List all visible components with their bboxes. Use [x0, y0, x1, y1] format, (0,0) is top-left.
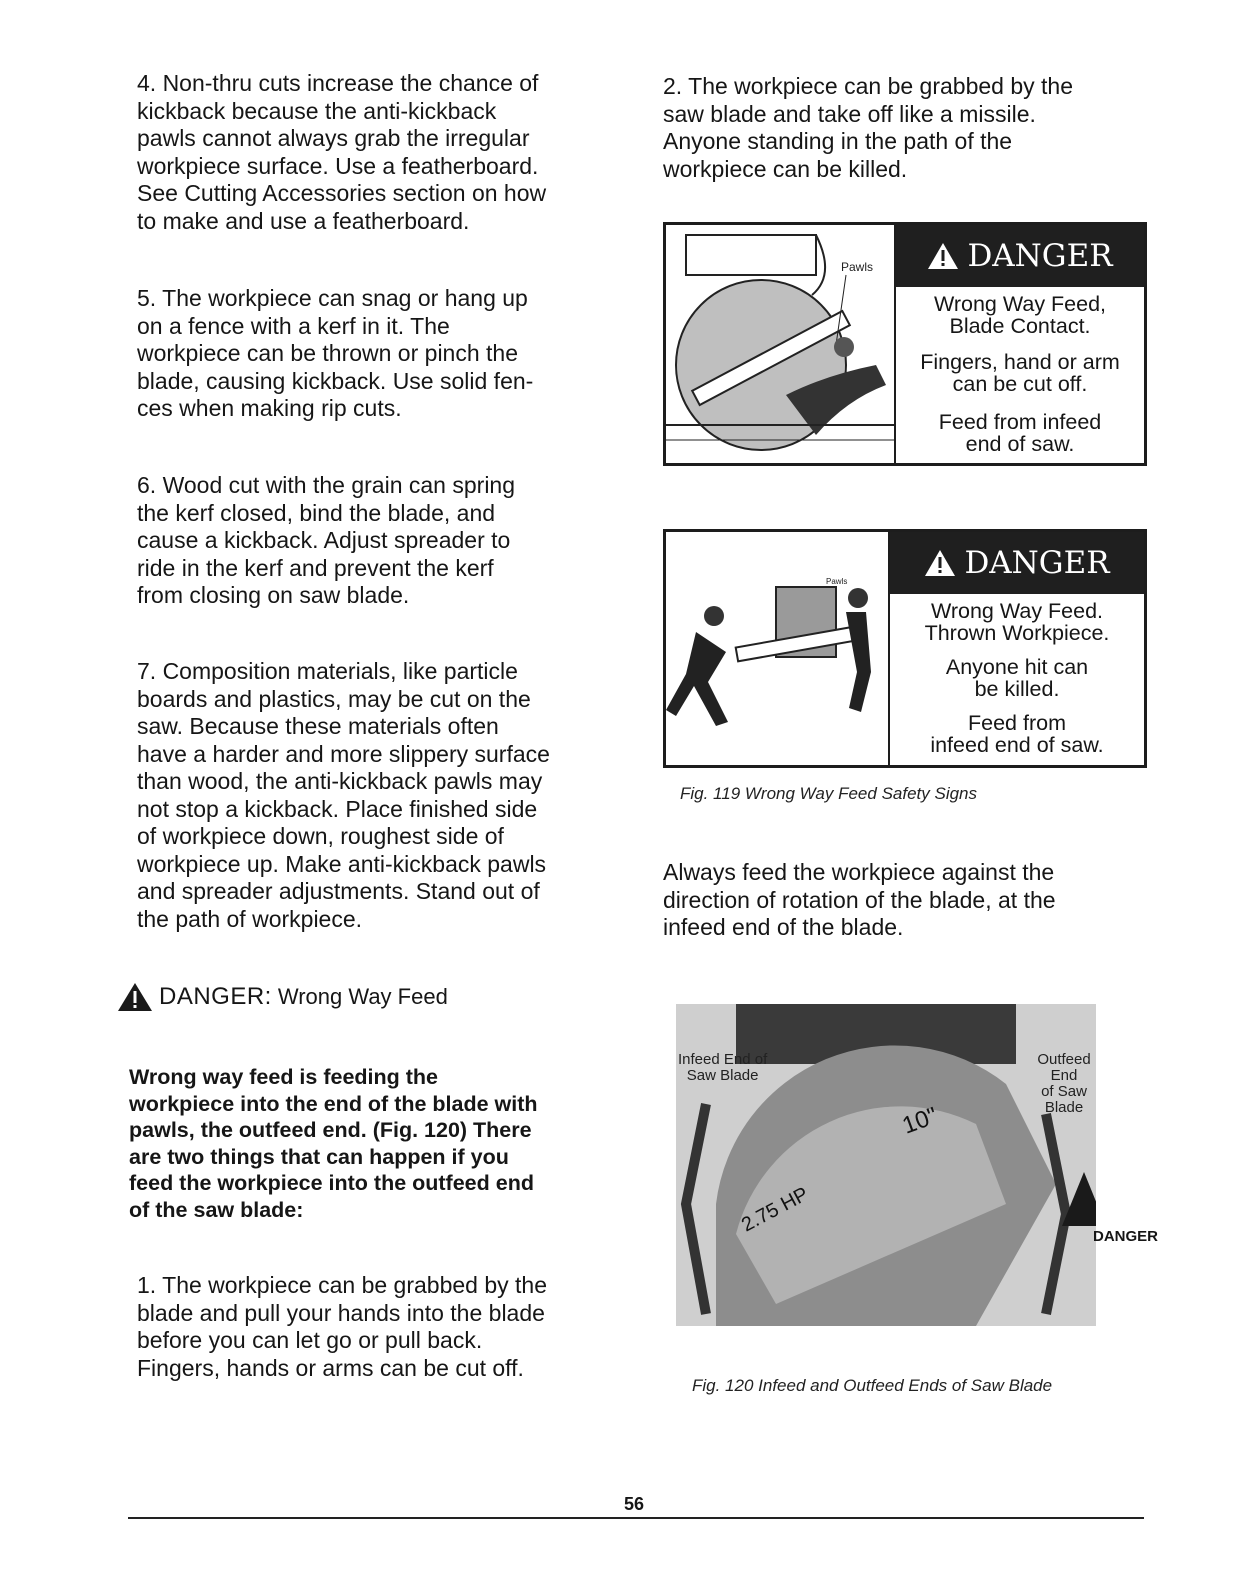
danger-word: DANGER:	[159, 983, 272, 1010]
sign1-banner	[896, 225, 1144, 287]
sign1-msg-1: Wrong Way Feed, Blade Contact.	[933, 292, 1107, 338]
danger-sign-blade-contact	[663, 222, 1147, 466]
feed-instruction: Always feed the workpiece against the direction of rotation of the blade, at the infeed end of the blade.	[663, 859, 1056, 940]
warning-triangle-icon	[924, 549, 956, 577]
saw-blade-hand-icon	[666, 225, 894, 463]
sign2-panel	[890, 532, 1144, 765]
footer-rule	[128, 1517, 1144, 1519]
thrown-workpiece-illustration	[666, 532, 890, 765]
wrong-way-definition: Wrong way feed is feeding the workpiece into the end of the blade with pawls, the outfeed end. (Fig. 120) There are two things that can happen if you feed the workpiece into the outfeed end of the saw blade:	[129, 1065, 538, 1222]
outfeed-label: Outfeed End of Saw Blade	[1037, 1051, 1091, 1116]
photo-danger-label: DANGER	[1093, 1228, 1159, 1245]
sign2-msg-2: Anyone hit can be killed.	[945, 655, 1089, 701]
infeed-outfeed-photo	[676, 1004, 1096, 1326]
warning-triangle-icon	[117, 982, 153, 1012]
danger-sign-thrown-workpiece	[663, 529, 1147, 768]
fig-120-caption: Fig. 120 Infeed and Outfeed Ends of Saw Blade	[692, 1376, 1053, 1395]
sign1-panel	[896, 225, 1144, 463]
item-6: 6. Wood cut with the grain can spring the kerf closed, bind the blade, and cause a kickback. Adjust spreader to ride in the kerf and prevent the kerf from closing on saw blade.	[137, 472, 516, 608]
danger-topic: Wrong Way Feed	[277, 984, 448, 1009]
sign1-msg-2: Fingers, hand or arm can be cut off.	[920, 350, 1120, 396]
thrown-workpiece-icon	[666, 532, 888, 765]
item-5: 5. The workpiece can snag or hang up on a fence with a kerf in it. The workpiece can be thrown or pinch the blade, causing kickback. Use solid fen- ces when making rip cuts.	[137, 285, 534, 421]
pawls-label: Pawls	[826, 577, 848, 586]
pawls-label: Pawls	[841, 260, 874, 274]
warning-triangle-icon	[927, 242, 959, 270]
blade-size-label: 10"	[898, 1102, 942, 1140]
sign2-banner-text: DANGER	[964, 545, 1110, 581]
sign2-msg-3: Feed from infeed end of saw.	[930, 711, 1104, 757]
item-7: 7. Composition materials, like particle boards and plastics, may be cut on the saw. Because these materials often have a harder and more slippery surface than wood, the anti-kickback pawls may not stop a kickback. Place finished side of workpiece down, roughest side of workpiece up. Make anti-kickback pawls and spreader adjustments. Stand out of the path of workpiece.	[137, 658, 550, 932]
sign1-msg-3: Feed from infeed end of saw.	[938, 410, 1102, 456]
sign1-banner-text: DANGER	[967, 238, 1113, 274]
sign2-banner	[890, 532, 1144, 594]
item-4: 4. Non-thru cuts increase the chance of kickback because the anti-kickback pawls cannot always grab the irregular workpiece surface. Use a featherboard. See Cutting Accessories section on how to make and use a featherboard.	[137, 70, 547, 234]
fig-119-caption: Fig. 119 Wrong Way Feed Safety Signs	[680, 784, 978, 803]
sign2-msg-1: Wrong Way Feed. Thrown Workpiece.	[924, 599, 1110, 645]
hp-label: 2.75 HP	[738, 1183, 813, 1237]
item-2: 2. The workpiece can be grabbed by the saw blade and take off like a missile. Anyone standing in the path of the workpiece can be killed.	[663, 73, 1074, 182]
blade-contact-illustration	[666, 225, 896, 463]
item-1: 1. The workpiece can be grabbed by the blade and pull your hands into the blade before you can let go or pull back. Fingers, hands or arms can be cut off.	[137, 1272, 548, 1381]
infeed-label: Infeed End of Saw Blade	[678, 1051, 768, 1084]
danger-heading	[117, 982, 448, 1012]
page-number: 56	[624, 1494, 645, 1514]
